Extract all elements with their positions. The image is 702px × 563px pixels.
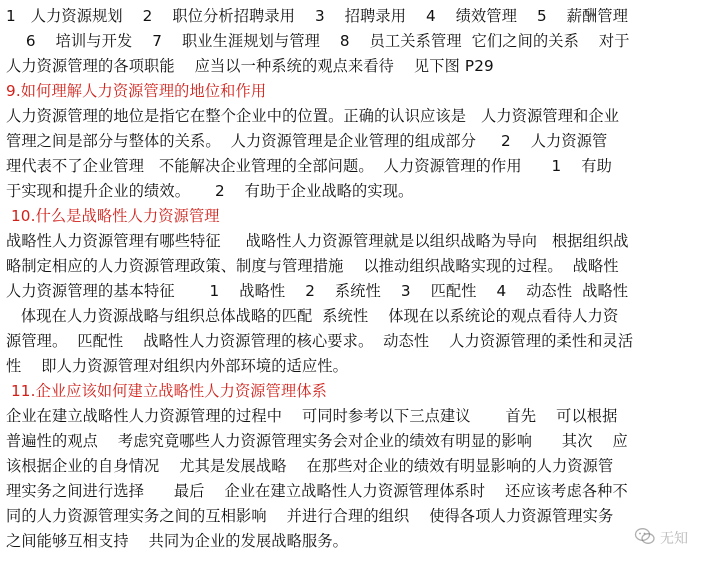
text-line: 于实现和提升企业的绩效。 2 有助于企业战略的实现。 (6, 182, 414, 200)
text-line: 管理之间是部分与整体的关系。 人力资源管理是企业管理的组成部分 2 人力资源管 (6, 132, 608, 150)
watermark (634, 527, 688, 549)
text-line: 人力资源管理的各项职能 应当以一种系统的观点来看待 见下图 P29 (6, 57, 494, 75)
text-line: 战略性人力资源管理有哪些特征 战略性人力资源管理就是以组织战略为导向 根据组织战 (6, 232, 629, 250)
text-line: 普遍性的观点 考虑究竟哪些人力资源管理实务会对企业的绩效有明显的影响 其次 应 (6, 432, 628, 450)
text-line: 理实务之间进行选择 最后 企业在建立战略性人力资源管理体系时 还应该考虑各种不 (6, 482, 628, 500)
text-line: 人力资源管理的基本特征 1 战略性 2 系统性 3 匹配性 4 动态性 战略性 (6, 282, 629, 300)
text-line: 企业在建立战略性人力资源管理的过程中 可同时参考以下三点建议 首先 可以根据 (6, 407, 618, 425)
text-line: 1 人力资源规划 2 职位分析招聘录用 3 招聘录用 4 绩效管理 5 薪酬管理 (6, 7, 629, 25)
text-line: 性 即人力资源管理对组织内外部环境的适应性。 (6, 357, 348, 375)
text-line: 源管理。 匹配性 战略性人力资源管理的核心要求。 动态性 人力资源管理的柔性和灵活 (6, 332, 634, 350)
text-line: 人力资源管理的地位是指它在整个企业中的位置。正确的认识应该是 人力资源管理和企业 (6, 107, 620, 125)
text-line: 该根据企业的自身情况 尤其是发展战略 在那些对企业的绩效有明显影响的人力资源管 (6, 457, 614, 475)
wechat-icon (634, 527, 656, 549)
watermark-label: 无知 (660, 531, 688, 547)
text-line: 同的人力资源管理实务之间的互相影响 并进行合理的组织 使得各项人力资源管理实务 (6, 507, 614, 525)
section-heading-9: 9.如何理解人力资源管理的地位和作用 (6, 82, 267, 100)
text-line: 体现在人力资源战略与组织总体战略的匹配 系统性 体现在以系统论的观点看待人力资 (6, 307, 619, 325)
text-line: 略制定相应的人力资源管理政策、制度与管理措施 以推动组织战略实现的过程。 战略性 (6, 257, 619, 275)
text-line: 理代表不了企业管理 不能解决企业管理的全部问题。 人力资源管理的作用 1 有助 (6, 157, 612, 175)
text-line: 6 培训与开发 7 职业生涯规划与管理 8 员工关系管理 它们之间的关系 对于 (6, 32, 630, 50)
section-heading-11: 11.企业应该如何建立战略性人力资源管理体系 (6, 382, 327, 400)
section-heading-10: 10.什么是战略性人力资源管理 (6, 207, 220, 225)
text-line: 之间能够互相支持 共同为企业的发展战略服务。 (6, 532, 348, 550)
